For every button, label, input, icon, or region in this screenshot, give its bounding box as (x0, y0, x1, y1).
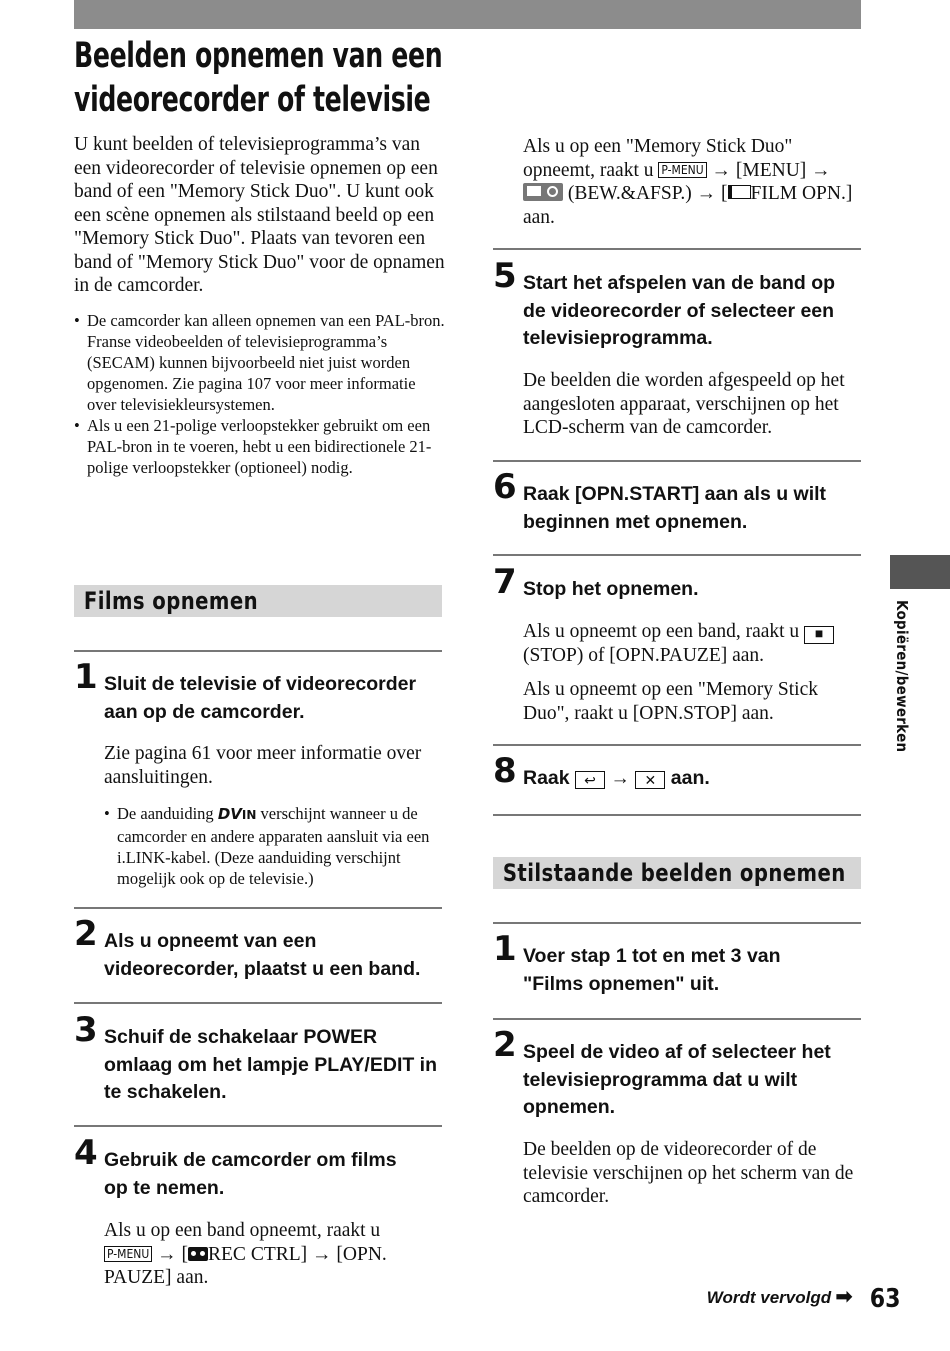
step-heading: Gebruik de camcorder om films op te nemen. (104, 1149, 397, 1199)
divider (74, 1002, 442, 1004)
note-text: verschijnt wanneer u de camcorder en andere apparaten aansluit via een i.LINK-kabel. (Deze aanduiding verschijnt mogelijk ook op de televisie.) (117, 804, 430, 888)
step-number: 4 (74, 1133, 98, 1173)
step-heading (523, 765, 863, 793)
divider (74, 1125, 442, 1127)
step-body (104, 1219, 424, 1290)
body-text: (BEW.&AFSP.) → [ (563, 183, 728, 204)
step-body: De beelden op de videorecorder of de televisie verschijnen op het scherm van de camcorder. (523, 1139, 854, 1207)
return-icon: ↩ (575, 771, 605, 789)
step-notes (104, 803, 444, 889)
film-icon (728, 185, 751, 199)
divider (493, 814, 861, 816)
divider (493, 1018, 861, 1020)
step-heading: Start het afspelen van de band op de videorecorder of selecteer een televisieprogramma. (523, 272, 836, 349)
body-text: → [ (152, 1243, 189, 1265)
chapter-tab (890, 555, 950, 589)
body-text: (STOP) of [OPN.PAUZE] aan. (523, 645, 765, 666)
close-icon: ✕ (635, 771, 665, 789)
page-footer (707, 1284, 903, 1314)
step-heading: Sluit de televisie of videorecorder aan op de camcorder. (104, 673, 417, 723)
body-text: REC CTRL] → [OPN. PAUZE] aan. (104, 1243, 387, 1288)
section-films-opnemen (74, 585, 442, 617)
tape-icon (188, 1247, 208, 1261)
intro-notes (74, 310, 446, 478)
section-heading: Stilstaande beelden opnemen (502, 859, 846, 887)
step-body: Als u opneemt op een "Memory Stick Duo", raakt u [OPN.STOP] aan. (523, 679, 818, 724)
chapter-label (893, 600, 917, 770)
p-menu-icon: P-MENU (658, 162, 706, 178)
body-text: Als u op een band opneemt, raakt u (104, 1220, 381, 1241)
note-item: • Als u een 21-polige verloopstekker gebruikt om een PAL-bron in te voeren, hebt u een bidirectionele 21-polige verloopstekker (optioneel) nodig. (74, 415, 446, 478)
page-title (74, 34, 443, 122)
step-body: Zie pagina 61 voor meer informatie over aansluitingen. (104, 743, 422, 788)
dv-in-icon: DVIN (217, 805, 257, 823)
step-body (523, 135, 853, 229)
step-number: 8 (493, 751, 517, 791)
step-heading: Speel de video af of selecteer het televisieprogramma dat u wilt opnemen. (523, 1041, 831, 1118)
note-item: • De camcorder kan alleen opnemen van een PAL-bron. Franse videobeelden of televisieprogramma’s (SECAM) kunnen bijvoorbeeld niet juist worden opgenomen. Zie pagina 107 voor meer informatie over televisiekleursystemen. (74, 310, 446, 415)
divider (493, 922, 861, 924)
arrow: → (605, 767, 636, 789)
section-stilstaande-beelden (493, 857, 861, 889)
step-heading: Schuif de schakelaar POWER omlaag om het lampje PLAY/EDIT in te schakelen. (104, 1026, 438, 1103)
step-number: 2 (493, 1025, 517, 1065)
note-item (104, 803, 444, 889)
divider (74, 650, 442, 652)
step-heading: Voer stap 1 tot en met 3 van "Films opnemen" uit. (523, 945, 781, 995)
divider (493, 248, 861, 250)
chapter-label-text: Kopiëren/bewerken (893, 600, 911, 753)
divider (493, 554, 861, 556)
step-heading: Raak [OPN.START] aan als u wilt beginnen met opnemen. (523, 483, 827, 533)
arrow-right-icon: ➡ (835, 1286, 853, 1308)
p-menu-icon: P-MENU (104, 1246, 152, 1262)
title-line-1: Beelden opnemen van een (74, 36, 443, 76)
step-number: 5 (493, 256, 517, 296)
step-number: 2 (74, 914, 98, 954)
body-text: Als u op een "Memory Stick Duo" opneemt, raakt u (523, 136, 793, 181)
step-heading-text: aan. (665, 767, 710, 789)
page-number: 63 (869, 1284, 901, 1314)
continued-label: Wordt vervolgd (706, 1288, 832, 1307)
divider (74, 907, 442, 909)
edit-play-icon (523, 183, 563, 201)
divider (493, 460, 861, 462)
stop-icon: ■ (804, 626, 834, 644)
step-4-continued (523, 135, 853, 229)
body-text: FILM OPN.] aan. (523, 183, 853, 228)
note-text: De aanduiding (117, 804, 218, 823)
step-number: 1 (74, 657, 98, 697)
step-1 (74, 657, 446, 903)
body-text: Als u opneemt op een band, raakt u (523, 621, 805, 642)
step-heading: Als u opneemt van een videorecorder, plaatst u een band. (104, 930, 421, 980)
title-line-2: videorecorder of televisie (74, 80, 431, 120)
step-number: 3 (74, 1010, 98, 1050)
intro-paragraph: U kunt beelden of televisieprogramma’s van een videorecorder of televisie opnemen op een band of een "Memory Stick Duo". U kunt ook een scène opnemen als stilstaand beeld op een "Memory Stick Duo". Plaats van tevoren een band of "Memory Stick Duo" voor de opnamen in de camcorder. (74, 134, 445, 296)
divider (493, 744, 861, 746)
step-number: 1 (493, 929, 517, 969)
header-bar (74, 0, 861, 29)
step-body (523, 620, 858, 668)
body-text: → [MENU] → (706, 159, 831, 181)
step-heading-text: Raak (523, 767, 576, 789)
step-number: 7 (493, 562, 517, 602)
step-heading: Stop het opnemen. (523, 578, 699, 600)
section-heading: Films opnemen (83, 587, 259, 615)
step-body: De beelden die worden afgespeeld op het aangesloten apparaat, verschijnen op het LCD-scherm van de camcorder. (523, 370, 845, 438)
intro (74, 133, 446, 478)
step-number: 6 (493, 467, 517, 507)
